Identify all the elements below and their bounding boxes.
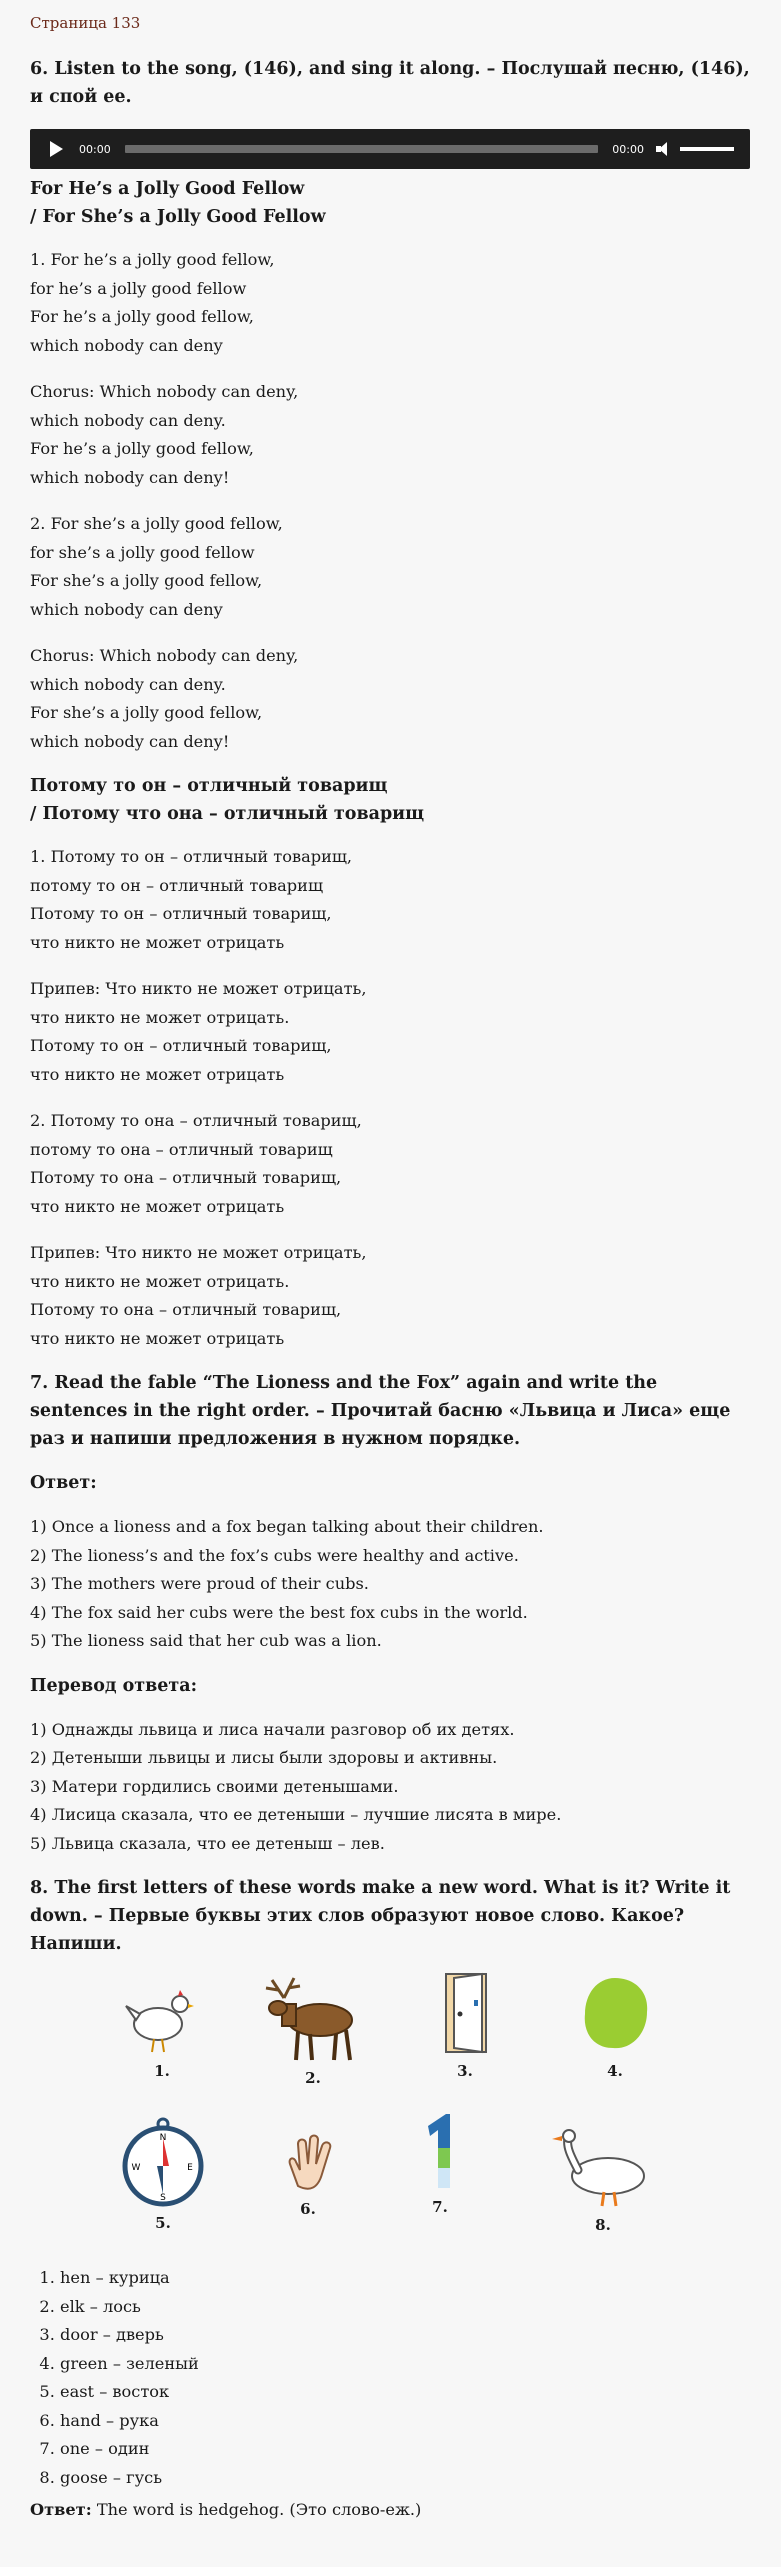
picture-grid	[30, 1958, 750, 2258]
ru-chorus-1	[30, 975, 750, 1089]
number-one-icon	[410, 2108, 470, 2192]
picture-1	[122, 1976, 202, 2080]
line: что никто не может отрицать	[30, 1064, 285, 1084]
translation-line: 1) Однажды львица и лиса начали разговор об их детях.	[30, 1719, 515, 1739]
line: что никто не может отрицать	[30, 1196, 285, 1216]
line: which nobody can deny!	[30, 467, 230, 487]
hen-icon	[122, 1976, 202, 2056]
answer-line: 5) The lioness said that her cub was a lion.	[30, 1631, 382, 1650]
song-title-ru-2: / Потому что она – отличный товарищ	[30, 804, 425, 824]
picture-6	[278, 2130, 338, 2218]
line: for she’s a jolly good fellow	[30, 542, 255, 562]
picture-label: 2.	[305, 2069, 321, 2087]
ex6-heading: 6. Listen to the song, (146), and sing it along. – Послушай песню, (146), и спой ее.	[30, 59, 750, 107]
translation-line: 3) Матери гордились своими детенышами.	[30, 1776, 399, 1796]
line: For he’s a jolly good fellow,	[30, 307, 254, 326]
picture-8	[548, 2126, 658, 2234]
song-title-ru	[30, 772, 750, 828]
time-total: 00:00	[612, 142, 644, 156]
picture-label: 4.	[607, 2062, 623, 2080]
list-item: 7. one – один	[60, 2435, 750, 2464]
picture-label: 1.	[154, 2062, 170, 2080]
translation-line: 4) Лисица сказала, что ее детеныши – лучшие лисята в мире.	[30, 1805, 562, 1824]
song-title-ru-1: Потому то он – отличный товарищ	[30, 776, 388, 796]
ex7-answer-label: Ответ:	[30, 1473, 97, 1493]
line: 1. For he’s a jolly good fellow,	[30, 250, 275, 269]
line: which nobody can deny	[30, 599, 223, 619]
line: Припев: Что никто не может отрицать,	[30, 979, 367, 998]
word-list	[30, 2264, 750, 2492]
final-answer-label: Ответ:	[30, 2500, 92, 2519]
translation-line: 2) Детеныши львицы и лисы были здоровы и активны.	[30, 1748, 498, 1767]
line: Потому то он – отличный товарищ,	[30, 1036, 332, 1055]
line: что никто не может отрицать.	[30, 1271, 290, 1291]
svg-text:S: S	[160, 2193, 166, 2203]
answer-line: 3) The mothers were proud of their cubs.	[30, 1574, 369, 1593]
line: 2. Потому то она – отличный товарищ,	[30, 1111, 362, 1130]
green-blob-icon	[575, 1972, 655, 2056]
seek-bar[interactable]	[125, 145, 599, 153]
line: for he’s a jolly good fellow	[30, 278, 247, 298]
picture-2	[258, 1968, 368, 2087]
line: which nobody can deny.	[30, 410, 226, 430]
play-button[interactable]	[50, 141, 63, 157]
ex7-translation	[30, 1716, 750, 1859]
picture-label: 5.	[155, 2214, 171, 2232]
svg-text:N: N	[159, 2133, 167, 2143]
line: Chorus: Which nobody can deny,	[30, 382, 299, 401]
final-answer-text: The word is hedgehog. (Это слово-еж.)	[91, 2500, 422, 2519]
line: For he’s a jolly good fellow,	[30, 439, 254, 458]
final-answer	[30, 2496, 750, 2525]
line: что никто не может отрицать.	[30, 1007, 290, 1027]
list-item: 4. green – зеленый	[60, 2350, 750, 2379]
compass-icon	[118, 2116, 208, 2208]
door-icon	[430, 1970, 500, 2056]
hand-icon	[278, 2130, 338, 2194]
line: 2. For she’s a jolly good fellow,	[30, 514, 283, 533]
list-item: 6. hand – рука	[60, 2407, 750, 2436]
list-item: 3. door – дверь	[60, 2321, 750, 2350]
song-title-en-2: / For She’s a Jolly Good Fellow	[30, 207, 326, 227]
elk-icon	[258, 1968, 368, 2063]
picture-label: 7.	[432, 2198, 448, 2216]
ru-verse-2	[30, 1107, 750, 1221]
line: which nobody can deny.	[30, 674, 226, 694]
line: which nobody can deny	[30, 335, 223, 355]
ex7-translation-label: Перевод ответа:	[30, 1675, 198, 1696]
svg-text:E: E	[187, 2163, 193, 2173]
line: Потому то он – отличный товарищ,	[30, 904, 332, 923]
line: For she’s a jolly good fellow,	[30, 703, 263, 722]
answer-line: 4) The fox said her cubs were the best fox cubs in the world.	[30, 1602, 528, 1622]
ex7-answers	[30, 1513, 750, 1656]
line: что никто не может отрицать	[30, 932, 285, 952]
ex8-heading: 8. The first letters of these words make a new word. What is it? Write it down. – Первые буквы этих слов образуют новое слово. Какое? Напиши.	[30, 1878, 731, 1954]
picture-3	[430, 1970, 500, 2080]
answer-line: 2) The lioness’s and the fox’s cubs were healthy and active.	[30, 1545, 519, 1565]
line: For she’s a jolly good fellow,	[30, 571, 263, 590]
picture-label: 8.	[595, 2216, 611, 2234]
picture-label: 3.	[457, 2062, 473, 2080]
picture-4	[575, 1972, 655, 2080]
list-item: 5. east – восток	[60, 2378, 750, 2407]
main-content	[30, 55, 750, 2525]
picture-7	[410, 2108, 470, 2216]
list-item: 8. goose – гусь	[60, 2464, 750, 2493]
line: Потому то она – отличный товарищ,	[30, 1300, 342, 1319]
time-current: 00:00	[79, 142, 111, 156]
ru-verse-1	[30, 843, 750, 957]
line: потому то он – отличный товарищ	[30, 875, 324, 895]
line: Потому то она – отличный товарищ,	[30, 1168, 342, 1187]
translation-line: 5) Львица сказала, что ее детеныш – лев.	[30, 1833, 385, 1853]
svg-text:W: W	[131, 2163, 141, 2173]
picture-5	[118, 2116, 208, 2232]
line: потому то она – отличный товарищ	[30, 1139, 333, 1159]
en-chorus-1	[30, 378, 750, 492]
answer-line: 1) Once a lioness and a fox began talking about their children.	[30, 1517, 544, 1536]
picture-label: 6.	[300, 2200, 316, 2218]
song-title-en-1: For He’s a Jolly Good Fellow	[30, 179, 305, 199]
line: Припев: Что никто не может отрицать,	[30, 1243, 367, 1262]
ru-chorus-2	[30, 1239, 750, 1353]
line: which nobody can deny!	[30, 731, 230, 751]
page-number: Страница 133	[30, 14, 141, 32]
volume-icon[interactable]	[656, 141, 674, 157]
line: что никто не может отрицать	[30, 1328, 285, 1348]
en-verse-2	[30, 510, 750, 624]
en-chorus-2	[30, 642, 750, 756]
goose-icon	[548, 2126, 658, 2210]
audio-player[interactable]	[30, 129, 750, 169]
line: 1. Потому то он – отличный товарищ,	[30, 847, 353, 866]
song-title-en	[30, 175, 750, 231]
list-item: 2. elk – лось	[60, 2293, 750, 2322]
ex7-heading: 7. Read the fable “The Lioness and the Fox” again and write the sentences in the right order. – Прочитай басню «Львица и Лиса» еще раз и напиши предложения в нужном порядке.	[30, 1373, 731, 1449]
volume-slider[interactable]	[680, 147, 734, 151]
list-item: 1. hen – курица	[60, 2264, 750, 2293]
en-verse-1	[30, 246, 750, 360]
line: Chorus: Which nobody can deny,	[30, 646, 299, 665]
